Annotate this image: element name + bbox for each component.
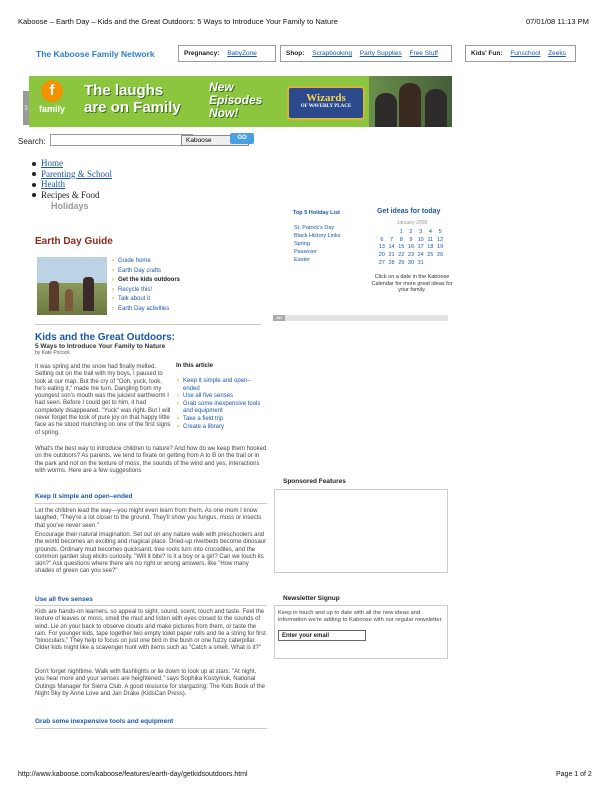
calendar-day[interactable]: 31 (417, 260, 424, 267)
newsletter-email-input[interactable]: Enter your email (278, 630, 366, 641)
calendar-day[interactable]: 17 (417, 244, 424, 251)
top5-item[interactable]: St. Patrick's Day (294, 225, 335, 231)
in-this-article (176, 363, 266, 431)
newsletter-title: Newsletter Signup (283, 595, 340, 602)
section-heading: Grab some inexpensive tools and equipment (35, 718, 174, 725)
calendar-day[interactable]: 21 (388, 252, 395, 259)
calendar-day[interactable]: 20 (378, 252, 385, 259)
calendar-day[interactable]: 5 (438, 228, 442, 235)
funschool-link[interactable]: Funschool (510, 50, 541, 57)
calendar-day[interactable]: 16 (407, 244, 415, 251)
calendar-grid (377, 228, 445, 267)
banner-ad[interactable] (29, 76, 452, 127)
toc-item[interactable]: › Grab some inexpensive tools and equipment (176, 401, 266, 416)
search-label: Search: (18, 137, 46, 146)
calendar-day[interactable]: 22 (398, 252, 405, 259)
calendar-day[interactable]: 8 (399, 236, 403, 243)
banner-line-2: are on Family (84, 99, 181, 116)
calendar-day[interactable]: 7 (390, 236, 394, 243)
article-paragraph: Kids are hands-on learners, so appeal to sight, sound, scent, touch and taste. Feel the texture of leaves or moss, smell the mud and listen with eyes closed to the sounds of wind. Lie on your back to observe clouds and make pictures from them, or taste the rain. For younger kids, tape together two empty toilet paper rolls and tie a string for first "binoculars." They help to focus on just one bird in the bush or one fuzzy caterpillar. Older kids might like a scavenger hunt with items such as "Catch a smell. What is it?" (35, 609, 266, 652)
search-input[interactable] (50, 134, 193, 146)
article-subtitle: 5 Ways to Introduce Your Family to Nature (35, 343, 166, 350)
section-subnav-holidays[interactable]: Holidays (51, 201, 89, 211)
main-nav (30, 158, 112, 200)
divider (35, 605, 267, 606)
print-page-number: Page 1 of 2 (556, 771, 592, 778)
banner-promo-2: Episodes (209, 93, 263, 107)
kids-fun-label: Kids' Fun: (471, 50, 503, 57)
shop-nav (280, 45, 452, 62)
free-stuff-link[interactable]: Free Stuff (409, 50, 438, 57)
calendar-day[interactable]: 19 (437, 244, 444, 251)
cast-photo (369, 76, 452, 127)
family-logo-letter: f (41, 80, 63, 102)
guide-title: Earth Day Guide (35, 236, 113, 247)
article-paragraph: Don't forget nighttime. Walk with flashlights or lie down to look up at stars. "At night, you hear more and your senses are heightened," says Sophika Kostyniuk, National Outings Manager for Sierra Club. A good resource for stargazing: The Kids Book of the Night Sky by Anne Love and Jan Drake (KidsCan Press). (35, 669, 266, 697)
sponsored-box (274, 489, 448, 573)
toc-item[interactable]: › Create a library (176, 424, 266, 432)
guide-item-home[interactable]: › Guide home (112, 257, 180, 267)
banner-headline (84, 82, 181, 116)
calendar-day[interactable]: 14 (388, 244, 395, 251)
guide-item-outdoors[interactable]: › Get the kids outdoors (112, 276, 180, 286)
calendar-day[interactable]: 1 (399, 228, 403, 235)
top5-item[interactable]: Easter (294, 257, 310, 263)
sponsored-title: Sponsored Features (283, 478, 346, 485)
section-heading: Keep it simple and open–ended (35, 493, 133, 500)
nav-item-recipes[interactable]: Recipes & Food (30, 190, 112, 201)
newsletter-box (274, 605, 448, 659)
divider (35, 503, 267, 504)
calendar-day[interactable]: 6 (380, 236, 384, 243)
calendar-day[interactable]: 3 (419, 228, 423, 235)
pregnancy-label: Pregnancy: (184, 50, 220, 57)
calendar-day[interactable]: 23 (407, 252, 415, 259)
calendar-day[interactable]: 15 (398, 244, 405, 251)
in-this-article-heading: In this article (176, 363, 214, 369)
guide-item-talk[interactable]: › Talk about it (112, 295, 180, 305)
calendar (377, 220, 447, 267)
print-url: http://www.kaboose.com/kaboose/features/earth-day/getkidsoutdoors.html (18, 771, 248, 778)
guide-item-recycle[interactable]: › Recycle this! (112, 286, 180, 296)
toc-item[interactable]: › Keep it simple and open–ended (176, 378, 266, 393)
calendar-day[interactable]: 25 (427, 252, 434, 259)
calendar-day[interactable]: 18 (427, 244, 434, 251)
calendar-day[interactable]: 10 (417, 236, 424, 243)
banner-line-1: The laughs (84, 82, 164, 99)
newsletter-text: Keep in touch and up to date with all the new ideas and information we're adding to Kaboose with our regular newsletter. (278, 610, 443, 623)
calendar-day[interactable]: 29 (398, 260, 405, 267)
guide-item-activities[interactable]: › Earth Day activities (112, 305, 180, 315)
toc-item[interactable]: › Take a field trip (176, 416, 266, 424)
party-supplies-link[interactable]: Party Supplies (359, 50, 402, 57)
scrapbooking-link[interactable]: Scrapbooking (312, 50, 352, 57)
calendar-day[interactable]: 11 (427, 236, 434, 243)
calendar-day[interactable]: 27 (378, 260, 385, 267)
calendar-day[interactable]: 4 (428, 228, 432, 235)
banner-ad-tag: AD (23, 91, 29, 125)
top5-list (294, 224, 340, 264)
banner-promo-3: Now! (209, 106, 239, 120)
show-logo (287, 86, 365, 120)
print-title: Kaboose – Earth Day – Kids and the Great Outdoors: 5 Ways to Introduce Your Family to Nature (18, 17, 338, 26)
article-title: Kids and the Great Outdoors: (35, 332, 176, 343)
nav-item-home[interactable]: Home (30, 158, 112, 169)
nav-item-health[interactable]: Health (30, 179, 112, 190)
top5-item[interactable]: Spring (294, 241, 310, 247)
calendar-month: January 2008 (396, 220, 428, 226)
calendar-day[interactable]: 9 (409, 236, 413, 243)
toc-item[interactable]: › Use all five senses (176, 393, 266, 401)
calendar-day[interactable]: 26 (437, 252, 444, 259)
family-channel-logo (35, 80, 69, 122)
search-bar (18, 135, 247, 146)
article-paragraph: Let the children lead the way—you might even learn from them. As one mom I know laughed, "They're a lot closer to the ground. They'll show you fungus, moss or insects that you've never seen." (35, 508, 262, 529)
calendar-day[interactable]: 12 (437, 236, 444, 243)
banner-promo-1: New (209, 80, 234, 94)
guide-item-crafts[interactable]: › Earth Day crafts (112, 267, 180, 277)
calendar-day[interactable]: 24 (417, 252, 424, 259)
calendar-day[interactable]: 2 (409, 228, 413, 235)
zeeks-link[interactable]: Zeeks (548, 50, 566, 57)
article-byline: by Kate Pocock (35, 350, 70, 356)
banner-promo (209, 81, 262, 120)
network-logo[interactable]: The Kaboose Family Network (36, 49, 155, 59)
divider (35, 324, 261, 325)
top5-item[interactable]: Passover (294, 249, 317, 255)
guide-menu (112, 257, 180, 314)
section-heading: Use all five senses (35, 596, 93, 603)
article-paragraph: What's the best way to introduce children to nature? And how do we keep them hooked on the outdoors? As parents, we tend to fixate on getting from A to B on the trail or in the park and not on the texture of moss, the sounds of the wind and yes, interactions with worms. Here are a few suggestions (35, 446, 267, 474)
calendar-note: Click on a date in the Kaboose Calendar for more great ideas for your family. (371, 274, 453, 293)
article-paragraph: Encourage their natural imagination. Set out on any nature walk with preschoolers and the world becomes an exciting and magical place. Dried-up riverbeds become dinosaur grounds. Ordinary mud becomes quicksand, tree roots turn into crocodiles, and the common garden slug elicits curiosity. "Will it bite? Is it a boy or a girl? Can we touch its skin?" Ask questions where there are no right or wrong answers, like "How many shades of green can you see?" (35, 532, 267, 575)
show-title: Wizards (306, 92, 346, 104)
sidebar-ad[interactable] (273, 315, 448, 321)
calendar-day[interactable]: 28 (388, 260, 395, 267)
article-intro: It was spring and the snow had finally melted. Setting out on the trail with my boys, I paused to look at our map. But the cry of "Ooh, yuck, look, he's eating it," made me turn. Dangling from my youngest son's mouth was the juiciest earthworm I had seen. Before I could get to him, it had completely disappeared. "Yuck" was right. But I will never forget the look of pure joy on that happy little face as he stood munching on one of the first signs of spring. (35, 364, 171, 436)
get-ideas-title: Get ideas for today (377, 208, 441, 215)
search-go-button[interactable]: GO (230, 133, 254, 144)
nav-item-parenting[interactable]: Parenting & School (30, 169, 112, 180)
calendar-day[interactable]: 13 (378, 244, 385, 251)
divider (35, 728, 267, 729)
pregnancy-nav (178, 45, 276, 62)
sidebar-ad-tag: AD (273, 315, 285, 321)
family-outdoors-photo (37, 257, 107, 315)
kids-fun-nav (465, 45, 576, 62)
calendar-day[interactable]: 30 (407, 260, 415, 267)
shop-label: Shop: (286, 50, 305, 57)
babyzone-link[interactable]: BabyZone (227, 50, 257, 57)
top5-item[interactable]: Black History Links (294, 233, 341, 239)
show-subtitle: OF WAVERLY PLACE (300, 104, 352, 109)
top5-title: Top 5 Holiday List (293, 210, 340, 216)
family-logo-word: family (38, 104, 65, 114)
print-datetime: 07/01/08 11:13 PM (526, 17, 589, 26)
